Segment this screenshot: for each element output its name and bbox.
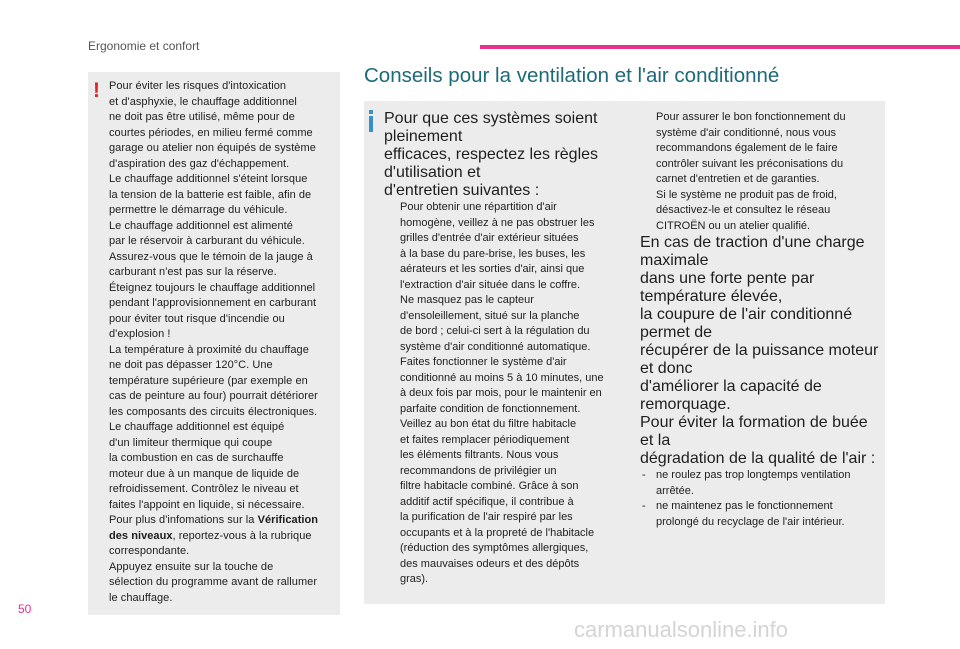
bullet-item-line: de bord ; celui-ci sert à la régulation du [400, 325, 590, 337]
warning-line: température supérieure (par exemple en [109, 374, 308, 387]
bullet-item-line: grilles d'entrée d'air extérieur situées [400, 232, 579, 244]
bullet-item [384, 293, 627, 355]
paragraph-line: Pour éviter la formation de buée et la [640, 414, 868, 449]
paragraph-line: d'améliorer la capacité de remorquage. [640, 378, 822, 413]
bullet-item-line: Pour obtenir une répartition d'air [400, 201, 557, 213]
bullet-item-line: (réduction des symptômes allergiques, [400, 542, 589, 554]
warning-line: pour éviter tout risque d'incendie ou [109, 312, 285, 325]
intro-line: d'entretien suivantes : [384, 182, 540, 199]
warning-line: pendant l'approvisionnement en carburant [109, 297, 317, 309]
warning-line: faites l'appoint en liquide, si nécessaire. [109, 498, 305, 511]
paragraph-line: En cas de traction d'une charge maximale [640, 234, 865, 269]
warning-box [88, 72, 340, 615]
warning-line: le chauffage. [109, 591, 173, 604]
warning-line: Éteignez toujours le chauffage additionnel [109, 281, 316, 294]
warning-line: refroidissement. Contrôlez le niveau et [109, 483, 299, 495]
bullet-item-line: Si le système ne produit pas de froid, [656, 188, 837, 201]
bullet-item [384, 355, 627, 417]
paragraph-line: récupérer de la puissance moteur et donc [640, 342, 879, 377]
bullet-item-line: additif actif spécifique, il contribue à [400, 495, 574, 508]
bullet-item-line: Ne masquez pas le capteur [400, 294, 534, 306]
warning-line: ne doit pas être utilisé, même pour de [109, 111, 295, 123]
dash-item-line: arrêtée. [656, 484, 694, 497]
bullet-item [640, 188, 885, 235]
warning-line: La température à proximité du chauffage [109, 343, 309, 356]
bullet-item-line: homogène, veillez à ne pas obstruer les [400, 216, 595, 229]
bullet-item-line: aérateurs et les sorties d'air, ainsi que [400, 263, 585, 275]
header-accent-bar [480, 45, 960, 49]
dash-item-line: ne maintenez pas le fonctionnement [656, 500, 833, 512]
warning-line: les composants des circuits électroniques. [109, 405, 318, 418]
bullet-item [640, 110, 885, 188]
warning-line: garage ou atelier non équipés de système [109, 142, 316, 154]
paragraph-line: dans une forte pente par température élevée, [640, 270, 815, 305]
warning-line: la combustion en cas de surchauffe [109, 452, 284, 464]
dash-marker: - [642, 469, 646, 481]
bullet-item-line: parfaite condition de fonctionnement. [400, 402, 581, 415]
bullet-item-line: filtre habitacle combiné. Grâce à son [400, 480, 579, 492]
warning-line: moteur due à un manque de liquide de [109, 467, 300, 480]
section-title: Conseils pour la ventilation et l'air conditionné [364, 64, 780, 87]
warning-line: Pour éviter les risques d'intoxication [109, 80, 287, 92]
bullet-item-line: et faites remplacer périodiquement [400, 433, 570, 446]
dash-item-line: prolongé du recyclage de l'air intérieur. [656, 515, 845, 528]
warning-line: d'explosion ! [109, 328, 171, 340]
intro-line: Pour que ces systèmes soient pleinement [384, 110, 598, 145]
bullet-item-line: CITROËN ou un atelier qualifié. [656, 219, 811, 232]
warning-line: cas de peinture au four) pourrait détériorer [109, 390, 318, 402]
warning-reference-line-2: des niveaux, reportez-vous à la rubrique [109, 529, 312, 542]
bullet-item-line: Faites fonctionner le système d'air [400, 356, 567, 368]
page-number: 50 [18, 602, 32, 616]
info-box [364, 101, 885, 604]
dash-item [640, 468, 885, 499]
warning-line: Appuyez ensuite sur la touche de [109, 560, 274, 573]
warning-line: d'aspiration des gaz d'échappement. [109, 157, 290, 170]
warning-line: correspondante. [109, 545, 190, 557]
bullet-item-line: gras). [400, 573, 429, 585]
warning-line: Le chauffage additionnel s'éteint lorsque [109, 173, 308, 185]
bullet-item-line: Pour assurer le bon fonctionnement du [656, 111, 846, 123]
bullet-item-line: carnet d'entretien et de garanties. [656, 173, 820, 185]
bullet-item-line: d'ensoleillement, situé sur la planche [400, 309, 580, 322]
dash-item-line: ne roulez pas trop longtemps ventilation [656, 469, 851, 481]
warning-line: d'un limiteur thermique qui coupe [109, 436, 273, 449]
paragraph-line: la coupure de l'air conditionné permet de [640, 306, 853, 341]
bullet-item-line: système d'air conditionné, nous vous [656, 126, 837, 139]
warning-line: sélection du programme avant de rallumer [109, 576, 318, 588]
dash-item [640, 499, 885, 530]
bullet-item-line: conditionné au moins 5 à 10 minutes, une [400, 371, 604, 384]
warning-line: permettre le démarrage du véhicule. [109, 204, 288, 216]
warning-line: carburant n'est pas sur la réserve. [109, 266, 277, 278]
exclamation-icon: ! [93, 79, 100, 102]
bullet-item-line: contrôler suivant les préconisations du [656, 157, 844, 170]
paragraph-line: dégradation de la qualité de l'air : [640, 450, 876, 467]
bullet-item-line: des mauvaises odeurs et des dépôts [400, 557, 580, 570]
bullet-item-line: à deux fois par mois, pour le maintenir en [400, 387, 602, 399]
bullet-item-line: Veillez au bon état du filtre habitacle [400, 418, 577, 430]
warning-line: et d'asphyxie, le chauffage additionnel [109, 95, 297, 108]
warning-reference-line-1: Pour plus d'infomations sur la Vérification [109, 514, 319, 526]
warning-line: par le réservoir à carburant du véhicule. [109, 235, 305, 247]
bullet-item-line: la purification de l'air respiré par les [400, 511, 573, 523]
bullet-item-line: désactivez-le et consultez le réseau [656, 204, 831, 216]
bullet-item-line: les éléments filtrants. Nous vous [400, 449, 559, 461]
bullet-item-line: recommandons de privilégier un [400, 464, 557, 477]
warning-text [109, 79, 336, 606]
dash-marker: - [642, 500, 646, 512]
bullet-item [384, 200, 627, 293]
section-header: Ergonomie et confort [88, 39, 200, 53]
info-icon [369, 110, 373, 132]
warning-line: courtes périodes, en milieu fermé comme [109, 126, 313, 139]
bullet-item-line: occupants et à la propreté de l'habitacle [400, 526, 595, 539]
bullet-item [384, 417, 627, 588]
warning-line: la tension de la batterie est faible, afin de [109, 188, 312, 201]
info-column-2 [640, 110, 885, 530]
bullet-item-line: l'extraction d'air située dans le coffre. [400, 278, 581, 291]
bullet-item-line: recommandons également de le faire [656, 142, 838, 154]
intro-line: efficaces, respectez les règles d'utilisation et [384, 146, 599, 181]
warning-line: Le chauffage additionnel est alimenté [109, 219, 293, 232]
bullet-item-line: à la base du pare-brise, les buses, les [400, 247, 586, 260]
info-column-1 [384, 110, 627, 588]
warning-line: ne doit pas dépasser 120°C. Une [109, 359, 273, 371]
warning-line: Le chauffage additionnel est équipé [109, 421, 285, 433]
watermark: carmanualsonline.info [574, 617, 789, 642]
warning-line: Assurez-vous que le témoin de la jauge à [109, 250, 313, 263]
bullet-item-line: système d'air conditionné automatique. [400, 340, 591, 353]
